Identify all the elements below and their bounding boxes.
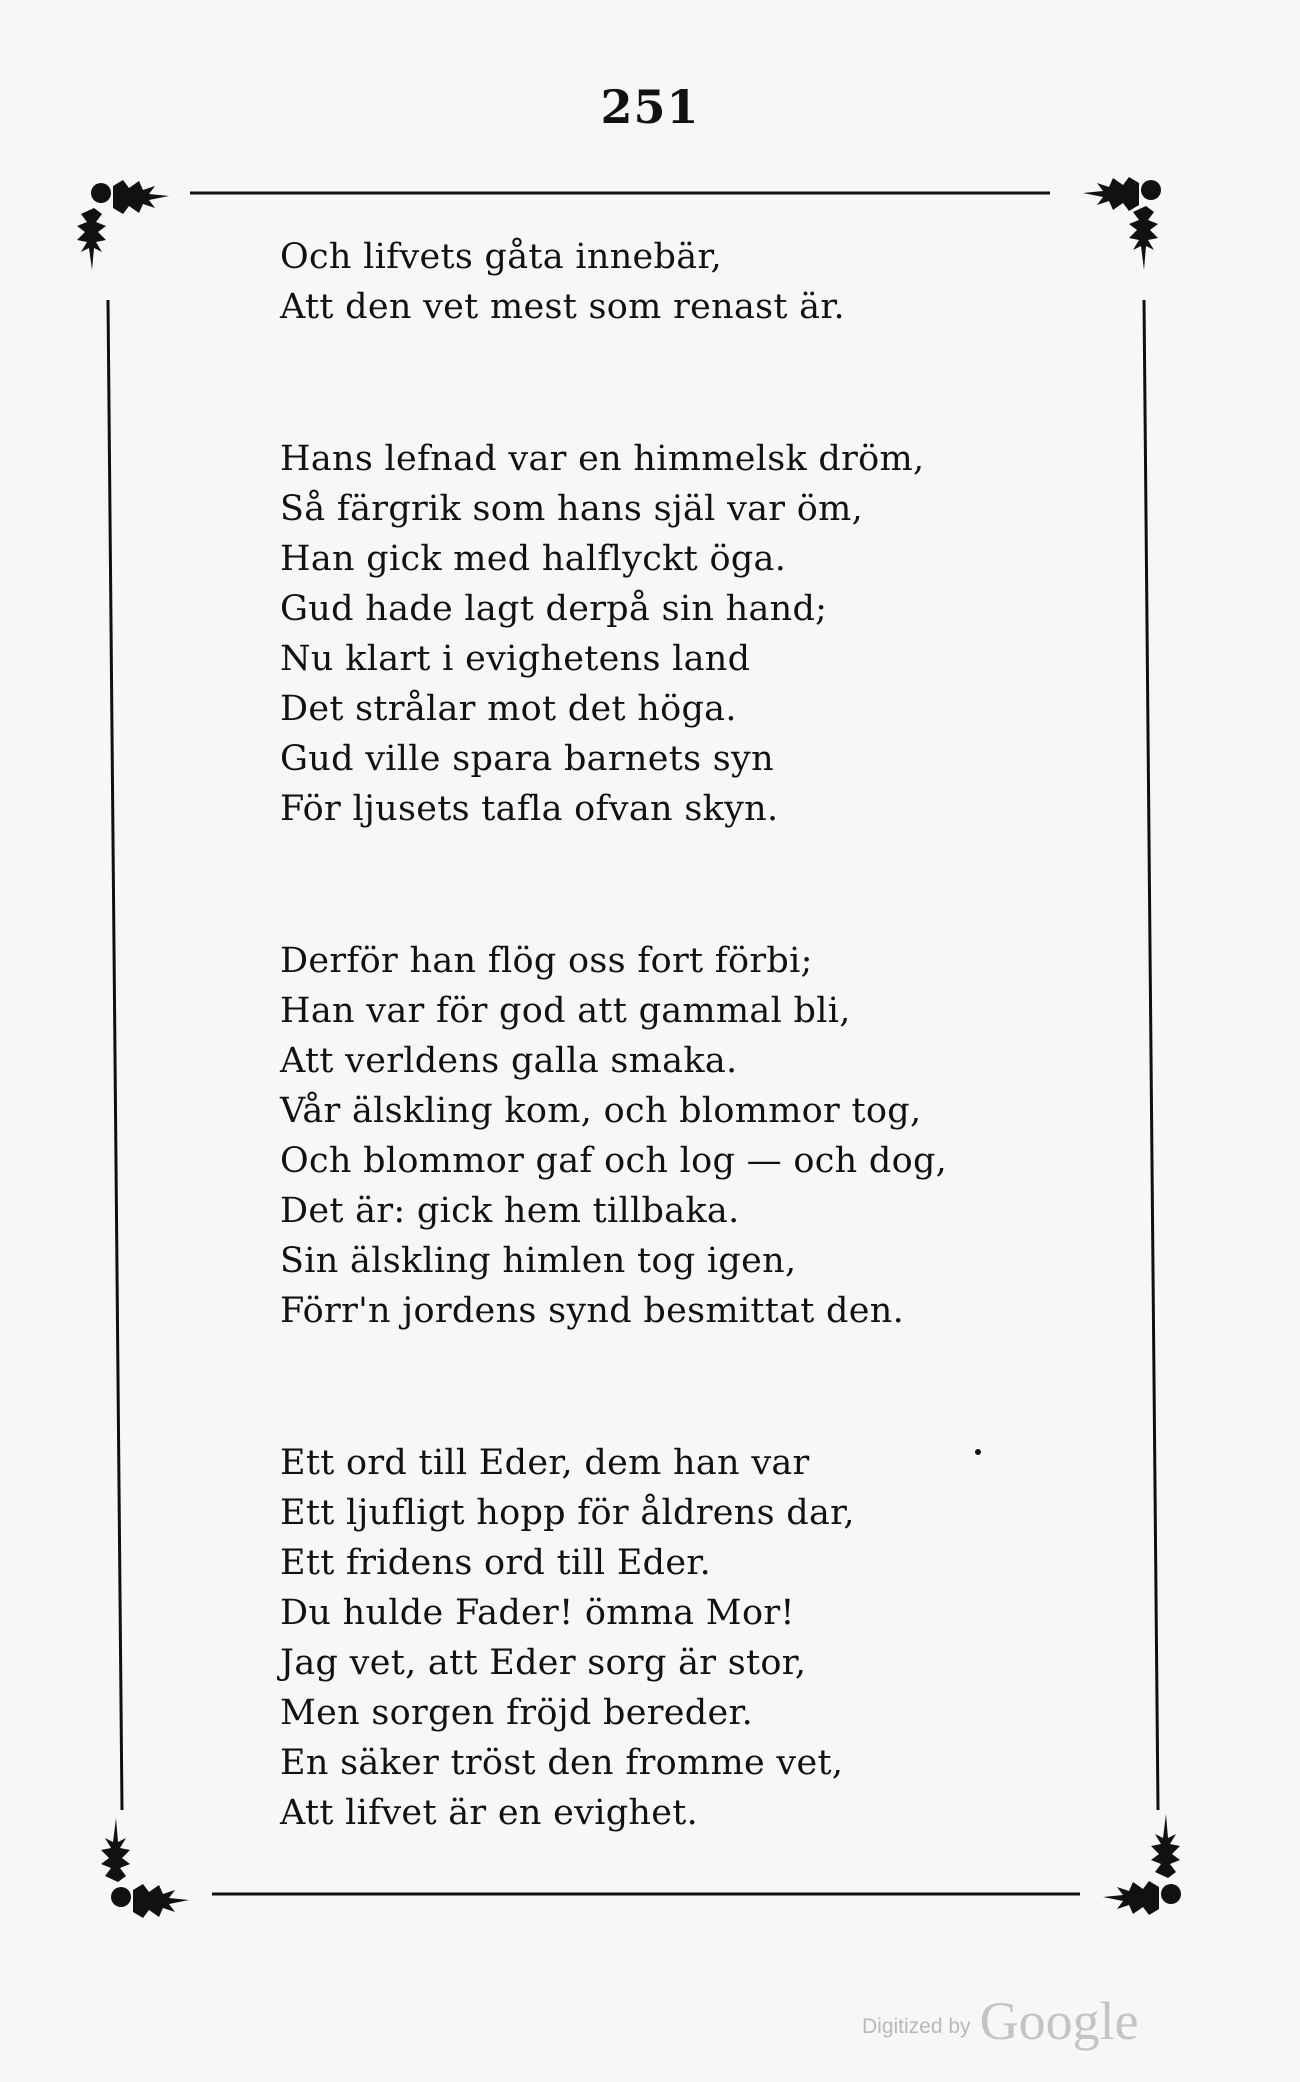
poem-line: Du hulde Fader! ömma Mor! [280,1593,795,1633]
poem-line: Att lifvet är en evighet. [280,1793,699,1833]
poem-line: Derför han flög oss fort förbi; [280,941,813,981]
stanza-4 [280,1438,1160,1838]
poem-line: Gud ville spara barnets syn [280,739,774,779]
poem-line: Ett ljufligt hopp för åldrens dar, [280,1493,855,1533]
corner-ornament-bottom-left [101,1818,189,1918]
corner-ornament-top-left [77,180,169,270]
poem-line: Förr'n jordens synd besmittat den. [280,1291,905,1331]
stanza-3 [280,936,1160,1336]
stanza-1 [280,232,1160,332]
poem-line: Jag vet, att Eder sorg är stor, [280,1643,807,1683]
poem-line: Men sorgen fröjd bereder. [280,1693,754,1733]
poem-line: Vår älskling kom, och blommor tog, [280,1091,922,1131]
poem-line: Sin älskling himlen tog igen, [280,1241,797,1281]
poem-line: För ljusets tafla ofvan skyn. [280,789,779,829]
poem-line: Och blommor gaf och log — och dog, [280,1141,948,1181]
digitization-watermark [862,1990,1139,2052]
poem-line: En säker tröst den fromme vet, [280,1743,844,1783]
watermark-brand: Google [979,1991,1139,2051]
poem-line: Gud hade lagt derpå sin hand; [280,589,828,629]
watermark-prefix: Digitized by [862,2015,971,2038]
poem-line: Och lifvets gåta innebär, [280,237,723,277]
poem-line: Det strålar mot det höga. [280,689,737,729]
poem-line: Han gick med halflyckt öga. [280,539,787,579]
stanza-2 [280,434,1160,834]
poem-line: Att verldens galla smaka. [280,1041,738,1081]
poem-line: Hans lefnad var en himmelsk dröm, [280,439,925,479]
poem-line: Det är: gick hem tillbaka. [280,1191,740,1231]
poem-line: Att den vet mest som renast är. [280,287,845,327]
poem-body [280,232,1160,1838]
poem-line: Han var för god att gammal bli, [280,991,851,1031]
poem-line: Ett fridens ord till Eder. [280,1543,712,1583]
poem-line: Så färgrik som hans själ var öm, [280,489,864,529]
page-number: 251 [600,80,700,134]
poem-line: Nu klart i evighetens land [280,639,751,679]
poem-line: Ett ord till Eder, dem han var [280,1443,810,1483]
